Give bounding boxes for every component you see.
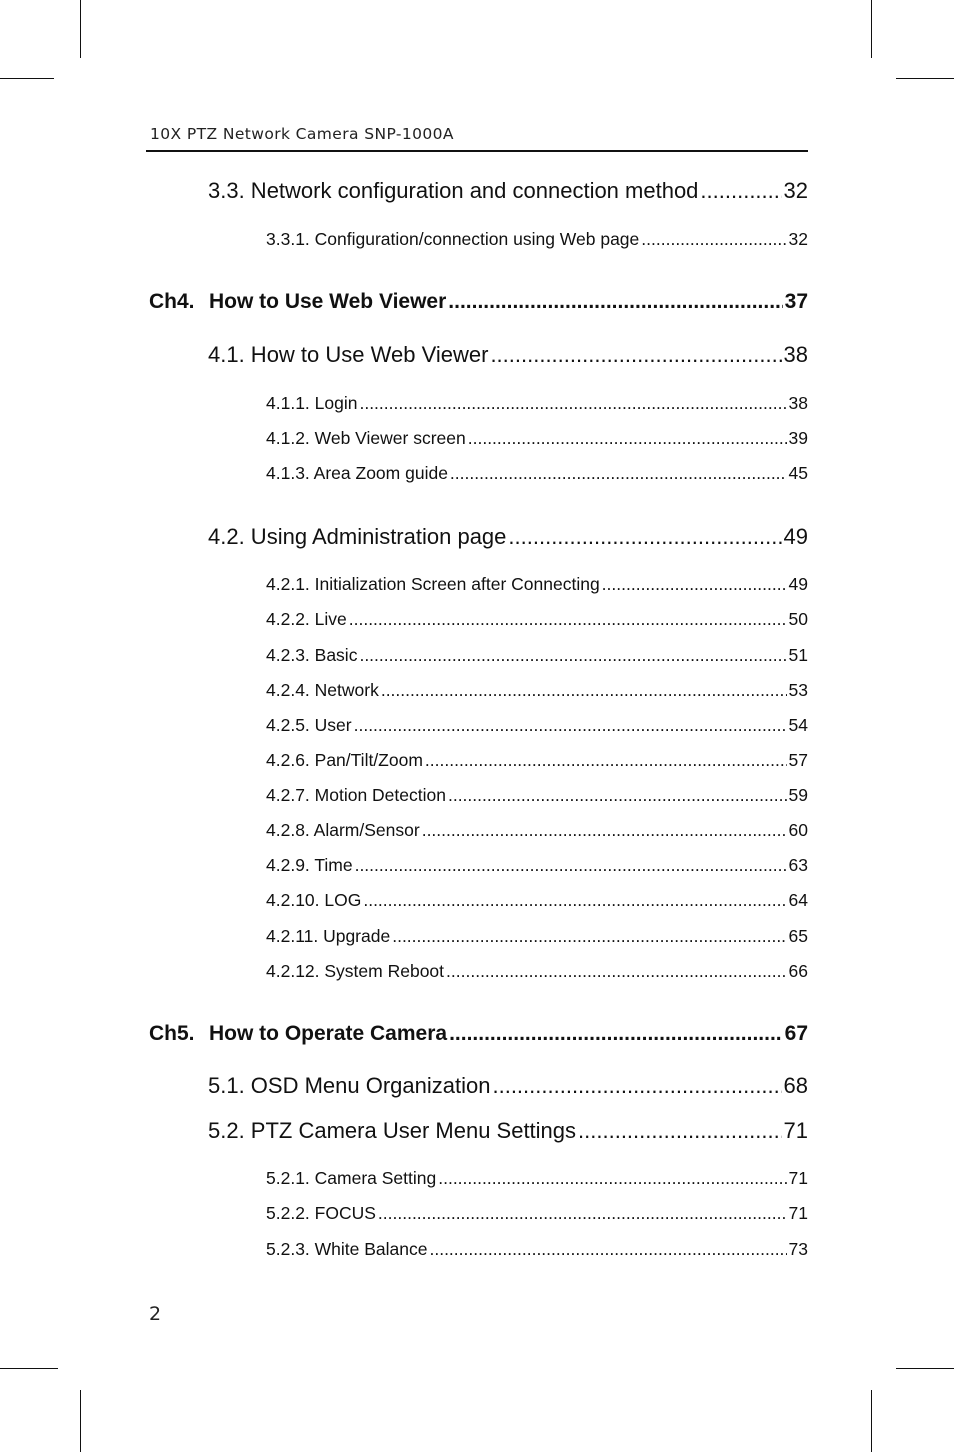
toc-entry-title: 4.1. How to Use Web Viewer <box>208 342 489 367</box>
dot-leader <box>349 609 787 630</box>
toc-entry-title: 4.1.2. Web Viewer screen <box>266 428 466 448</box>
toc-page-number: 45 <box>788 463 808 483</box>
crop-mark <box>896 78 954 79</box>
toc-entry-title: 4.2.12. System Reboot <box>266 961 445 981</box>
chapter-label: Ch5. <box>149 1022 195 1045</box>
toc-entry-title: 5.1. OSD Menu Organization <box>208 1073 491 1098</box>
toc-entry-title: How to Operate Camera <box>209 1022 448 1045</box>
dot-leader <box>490 342 781 368</box>
toc-entry-4-2-1[interactable] <box>266 574 808 595</box>
dot-leader <box>578 1118 781 1144</box>
toc-page-number: 38 <box>783 342 808 367</box>
running-header <box>146 122 808 152</box>
toc-entry-title: 4.2. Using Administration page <box>208 524 507 549</box>
toc-entry-4-2-12[interactable] <box>266 961 808 982</box>
chapter-label: Ch4. <box>149 290 195 313</box>
toc-chapter-5[interactable] <box>149 1022 808 1046</box>
toc-entry-4-2-3[interactable] <box>266 645 808 666</box>
toc-entry-title: 4.1.1. Login <box>266 393 358 413</box>
dot-leader <box>429 1239 786 1260</box>
toc-page-number: 39 <box>788 428 808 448</box>
toc-entry-title: 3.3.1. Configuration/connection using Web page <box>266 229 640 249</box>
toc-entry-title: 4.2.11. Upgrade <box>266 926 391 946</box>
dot-leader <box>448 290 782 314</box>
toc-page-number: 49 <box>788 574 808 594</box>
dot-leader <box>354 715 787 736</box>
toc-entry-4-1-2[interactable] <box>266 428 808 449</box>
dot-leader <box>378 1203 787 1224</box>
dot-leader <box>468 428 787 449</box>
toc-page-number: 65 <box>788 926 808 946</box>
toc-entry-title: 4.2.4. Network <box>266 680 379 700</box>
toc-entry-4-1-3[interactable] <box>266 463 808 484</box>
crop-mark <box>0 1368 58 1369</box>
toc-entry-5-1[interactable] <box>208 1073 808 1099</box>
toc-page-number: 64 <box>788 890 808 910</box>
dot-leader <box>359 393 786 414</box>
toc-entry-4-2-11[interactable] <box>266 926 808 947</box>
toc-page-number: 63 <box>788 855 808 875</box>
toc-entry-4-2-9[interactable] <box>266 855 808 876</box>
dot-leader <box>450 463 787 484</box>
toc-entry-4-2-6[interactable] <box>266 750 808 771</box>
toc-page-number: 51 <box>788 645 808 665</box>
toc-chapter-4[interactable] <box>149 290 808 314</box>
toc-entry-5-2-1[interactable] <box>266 1168 808 1189</box>
toc-entry-title: 4.2.5. User <box>266 715 352 735</box>
toc-entry-title: 4.2.6. Pan/Tilt/Zoom <box>266 750 423 770</box>
toc-entry-title: 5.2.3. White Balance <box>266 1239 428 1259</box>
toc-entry-title: How to Use Web Viewer <box>209 290 447 313</box>
toc-page-number: 71 <box>788 1168 808 1188</box>
toc-entry-4-2[interactable] <box>208 524 808 550</box>
toc-entry-5-2-3[interactable] <box>266 1239 808 1260</box>
toc-entry-title: 4.1.3. Area Zoom guide <box>266 463 448 483</box>
dot-leader <box>359 645 786 666</box>
toc-page-number: 50 <box>788 609 808 629</box>
toc-page-number: 37 <box>784 290 808 313</box>
toc-entry-5-2[interactable] <box>208 1118 808 1144</box>
toc-entry-title: 4.2.1. Initialization Screen after Connecting <box>266 574 600 594</box>
toc-entry-5-2-2[interactable] <box>266 1203 808 1224</box>
toc-entry-title: 4.2.8. Alarm/Sensor <box>266 820 420 840</box>
dot-leader <box>448 785 787 806</box>
dot-leader <box>641 229 786 250</box>
dot-leader <box>422 820 787 841</box>
toc-entry-4-2-7[interactable] <box>266 785 808 806</box>
toc-entry-title: 4.2.7. Motion Detection <box>266 785 446 805</box>
crop-mark <box>871 0 872 58</box>
crop-mark <box>80 1390 81 1452</box>
toc-page-number: 32 <box>783 178 808 203</box>
toc-page-number: 71 <box>788 1203 808 1223</box>
toc-entry-title: 5.2.2. FOCUS <box>266 1203 376 1223</box>
toc-page-number: 71 <box>783 1118 808 1143</box>
toc-page-number: 73 <box>788 1239 808 1259</box>
toc-page-number: 59 <box>788 785 808 805</box>
toc-entry-title: 3.3. Network configuration and connection method <box>208 178 699 203</box>
dot-leader <box>492 1073 781 1099</box>
dot-leader <box>381 680 787 701</box>
toc-entry-title: 5.2.1. Camera Setting <box>266 1168 437 1188</box>
toc-page-number: 68 <box>783 1073 808 1098</box>
toc-page-number: 49 <box>783 524 808 549</box>
crop-mark <box>0 78 54 79</box>
toc-entry-title: 4.2.10. LOG <box>266 890 362 910</box>
toc-entry-4-2-5[interactable] <box>266 715 808 736</box>
toc-entry-4-2-2[interactable] <box>266 609 808 630</box>
toc-entry-4-2-8[interactable] <box>266 820 808 841</box>
crop-mark <box>896 1368 954 1369</box>
page-number: 2 <box>149 1303 162 1325</box>
dot-leader <box>508 524 781 550</box>
dot-leader <box>449 1022 783 1046</box>
toc-entry-4-2-10[interactable] <box>266 890 808 911</box>
crop-mark <box>80 0 81 58</box>
dot-leader <box>700 178 781 204</box>
toc-page-number: 67 <box>784 1022 808 1045</box>
dot-leader <box>446 961 787 982</box>
dot-leader <box>438 1168 786 1189</box>
toc-entry-4-1[interactable] <box>208 342 808 368</box>
toc-entry-3-3[interactable] <box>208 178 808 204</box>
toc-entry-4-2-4[interactable] <box>266 680 808 701</box>
toc-page-number: 54 <box>788 715 808 735</box>
dot-leader <box>425 750 787 771</box>
toc-page-number: 57 <box>788 750 808 770</box>
dot-leader <box>392 926 786 947</box>
toc-entry-4-1-1[interactable] <box>266 393 808 414</box>
toc-page-number: 38 <box>788 393 808 413</box>
toc-entry-title: 4.2.9. Time <box>266 855 353 875</box>
toc-entry-title: 4.2.2. Live <box>266 609 347 629</box>
toc-entry-3-3-1[interactable] <box>266 229 808 250</box>
toc-entry-title: 4.2.3. Basic <box>266 645 358 665</box>
toc-page-number: 60 <box>788 820 808 840</box>
toc-page-number: 66 <box>788 961 808 981</box>
dot-leader <box>355 855 787 876</box>
toc-entry-title: 5.2. PTZ Camera User Menu Settings <box>208 1118 577 1143</box>
crop-mark <box>871 1390 872 1452</box>
header-title: 10X PTZ Network Camera SNP-1000A <box>150 125 454 143</box>
dot-leader <box>602 574 787 595</box>
toc-page-number: 53 <box>788 680 808 700</box>
toc-page-number: 32 <box>788 229 808 249</box>
dot-leader <box>363 890 786 911</box>
